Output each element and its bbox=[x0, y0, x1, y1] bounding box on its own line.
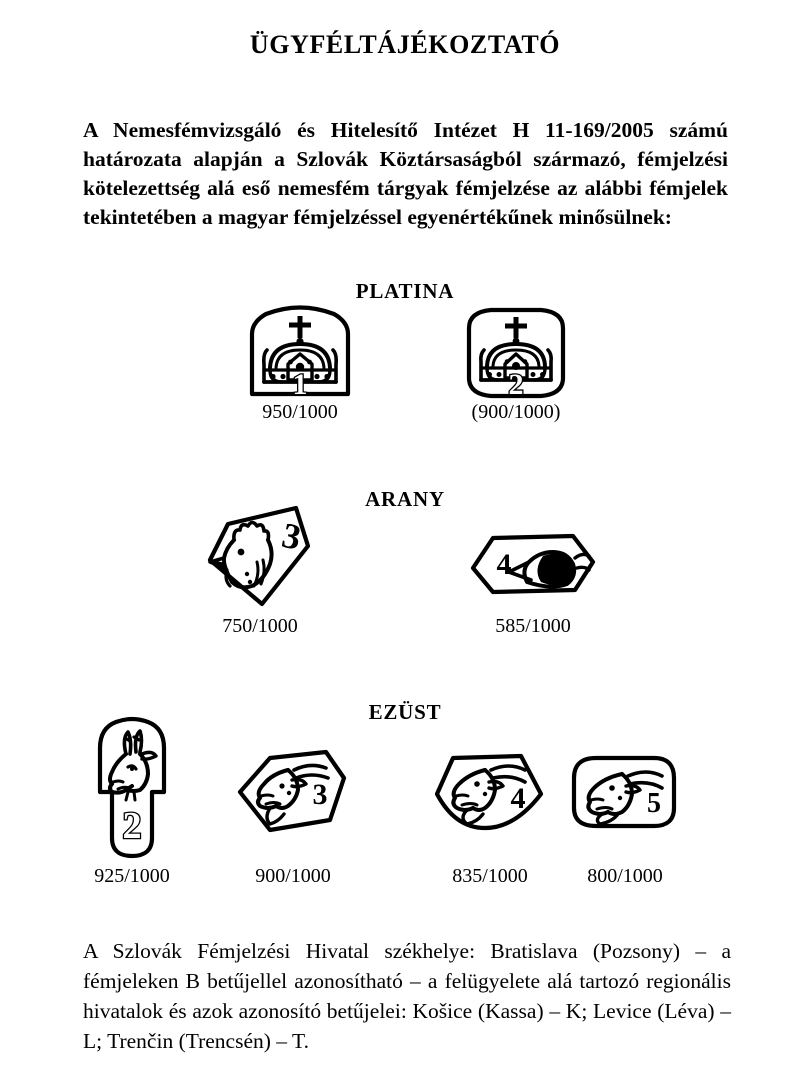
hallmark-group-ezust-800 bbox=[562, 714, 688, 888]
hallmark-group-arany-750 bbox=[190, 500, 330, 638]
hallmark-group-platina-900 bbox=[443, 302, 589, 424]
footer-paragraph: A Szlovák Fémjelzési Hivatal székhelye: Bratislava (Pozsony) – a fémjeleken B betűjellel azonosítható – a felügyelete alá tartozó regionális hivatalok és azok azonosító betűjelei: Košice (Kassa) – K; Levice (Léva) – L; Trenčin (Trencsén) – T. bbox=[83, 939, 731, 1053]
intro-paragraph: A Nemesfémvizsgáló és Hitelesítő Intézet H 11-169/2005 számú határozata alapján a Szlovák Köztársaságból származó, fémjelzési kötelezettség alá eső nemesfém tárgyak fémjelzése az alábbi fémjelek tekintetében a magyar fémjelzéssel egyenértékűnek minősülnek: bbox=[83, 118, 728, 229]
hallmark-group-platina-950 bbox=[234, 302, 366, 424]
section-heading-arany: ARANY bbox=[365, 487, 445, 511]
hallmark-number: 3 bbox=[312, 778, 328, 811]
section-heading-platina: PLATINA bbox=[355, 279, 455, 303]
hallmark-caption: 950/1000 bbox=[262, 401, 338, 423]
hallmark-number: 2 bbox=[508, 368, 524, 401]
hallmark-crown-2-icon bbox=[457, 302, 575, 401]
hallmark-caption: 800/1000 bbox=[587, 865, 663, 887]
hallmark-number: 4 bbox=[496, 548, 512, 581]
hallmark-caption: 750/1000 bbox=[222, 615, 298, 637]
hallmark-bird-head-4-icon bbox=[467, 500, 599, 612]
page-title: ÜGYFÉLTÁJÉKOZTATÓ bbox=[249, 30, 561, 59]
hallmark-number: 1 bbox=[292, 368, 308, 401]
hallmark-figure bbox=[228, 714, 358, 862]
hallmark-chamois-head-3-icon bbox=[230, 714, 356, 862]
hallmark-group-ezust-900 bbox=[228, 714, 358, 888]
hallmark-group-arany-585 bbox=[460, 500, 606, 638]
hallmark-caption: 925/1000 bbox=[94, 865, 170, 887]
hallmark-rooster-head-3-icon bbox=[200, 500, 320, 612]
hallmark-chamois-head-4-icon bbox=[429, 714, 551, 862]
section-heading-ezust: EZÜST bbox=[368, 700, 442, 724]
hallmark-group-ezust-835 bbox=[425, 714, 555, 888]
hallmark-group-ezust-925 bbox=[70, 714, 194, 888]
hallmark-figure bbox=[70, 714, 194, 862]
hallmark-figure bbox=[562, 714, 688, 862]
hallmark-figure bbox=[234, 302, 366, 401]
hallmark-number: 4 bbox=[510, 782, 526, 815]
hallmark-figure bbox=[443, 302, 589, 401]
hallmark-figure bbox=[460, 500, 606, 612]
hallmark-chamois-head-5-icon bbox=[566, 714, 684, 862]
hallmark-figure bbox=[425, 714, 555, 862]
hallmark-number: 2 bbox=[122, 805, 142, 847]
hallmark-number: 5 bbox=[647, 788, 661, 819]
hallmark-number: 3 bbox=[278, 514, 305, 558]
hallmark-crown-1-icon bbox=[244, 302, 356, 401]
hallmark-caption: 835/1000 bbox=[452, 865, 528, 887]
hallmark-caption: 900/1000 bbox=[255, 865, 331, 887]
hallmark-caption: (900/1000) bbox=[471, 401, 561, 423]
hallmark-chamois-head-2-icon bbox=[86, 714, 178, 862]
hallmark-figure bbox=[190, 500, 330, 612]
hallmark-caption: 585/1000 bbox=[495, 615, 571, 637]
